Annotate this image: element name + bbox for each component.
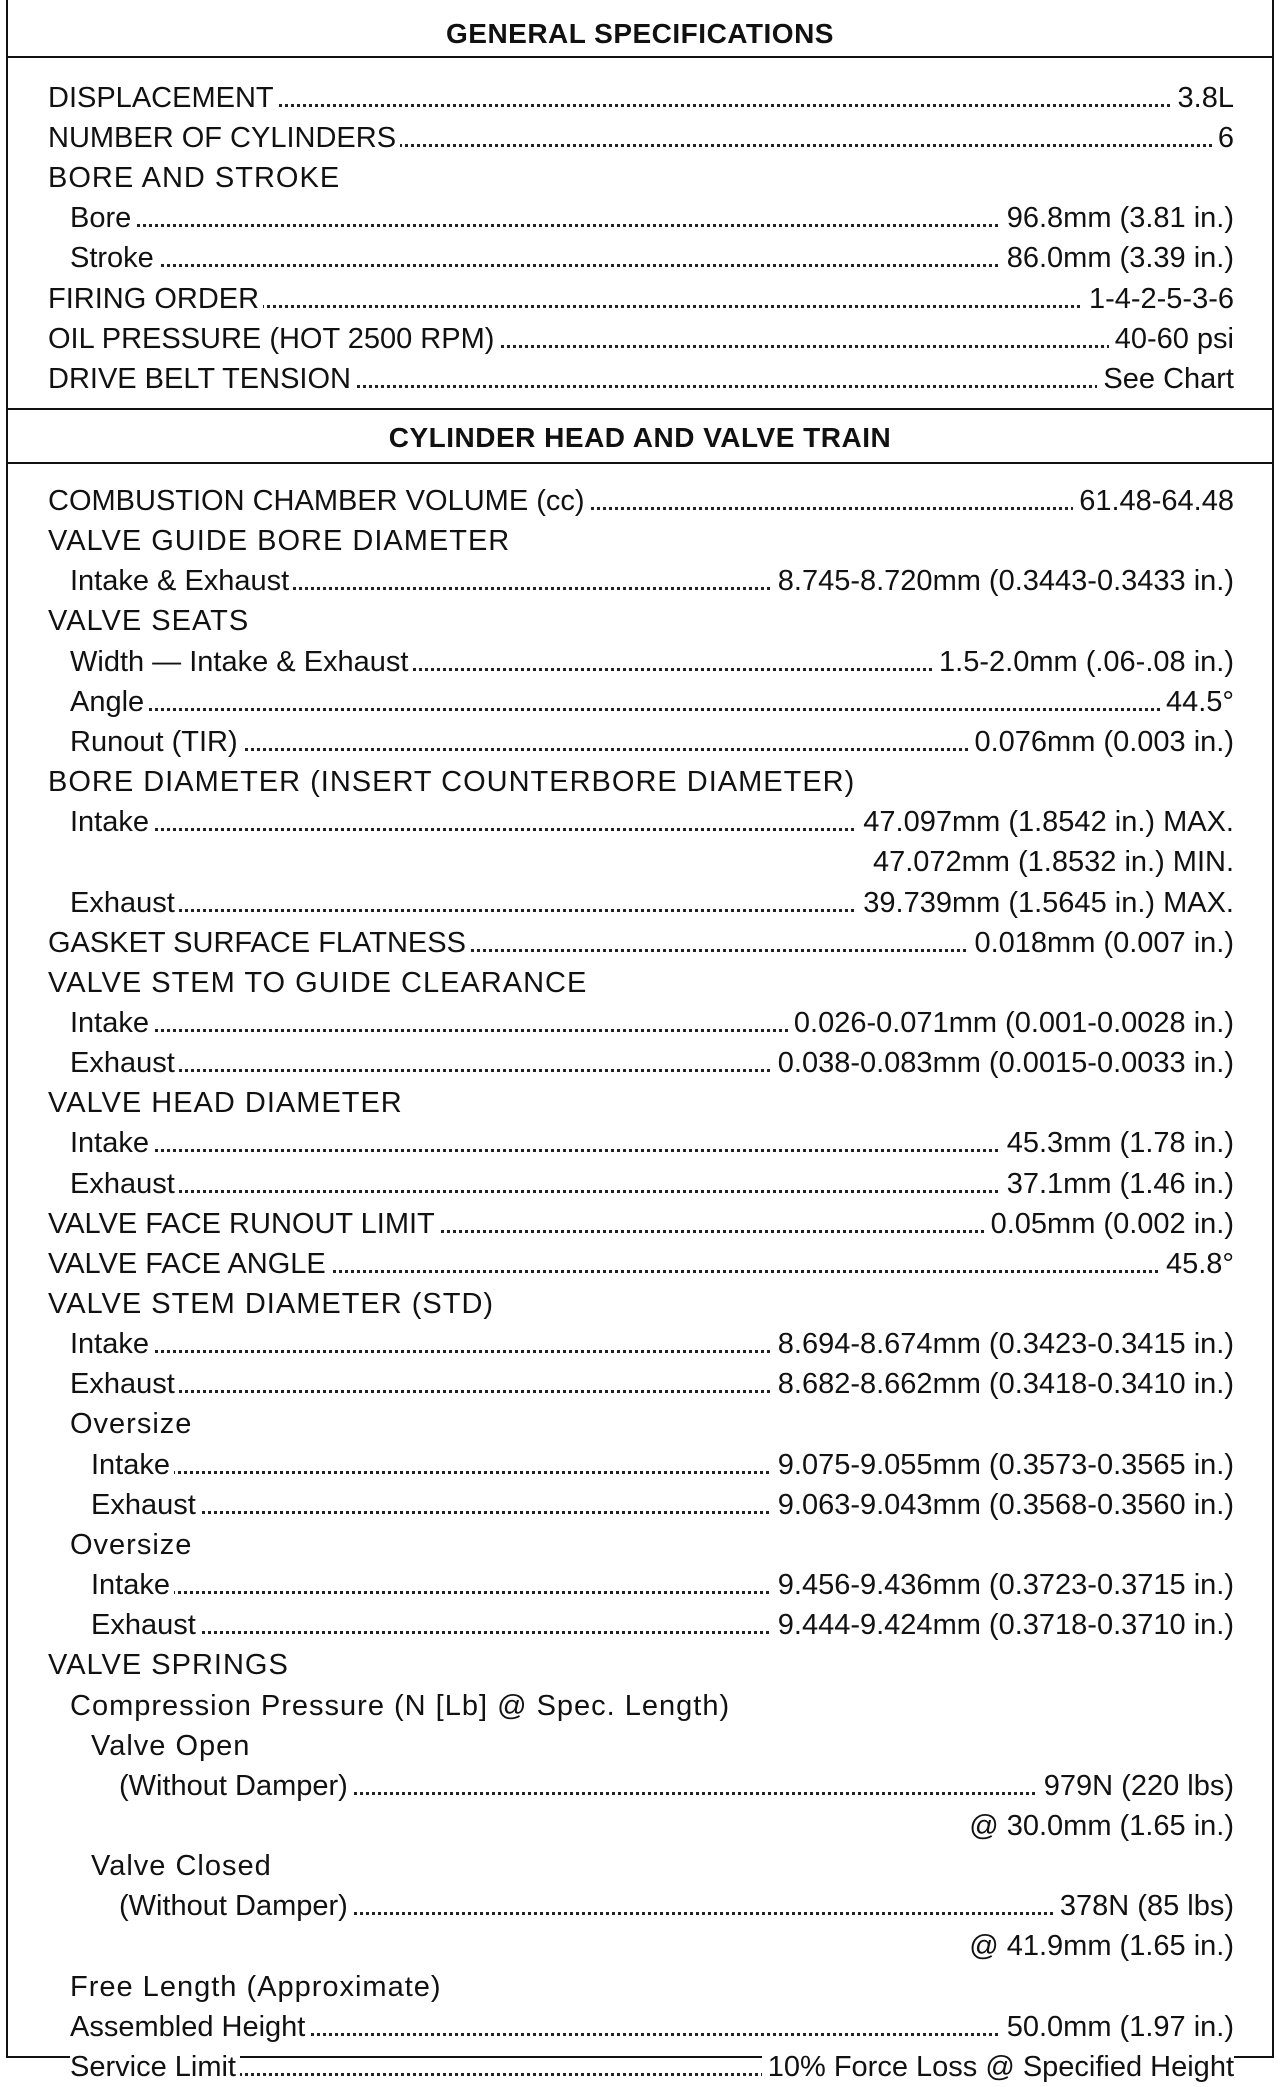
spec-label: Exhaust	[91, 1605, 200, 1645]
spec-row	[0, 2007, 1280, 2047]
spec-value: 0.076mm (0.003 in.)	[968, 722, 1234, 762]
spec-label: Stroke	[70, 238, 158, 278]
spec-row	[0, 601, 1280, 641]
spec-row	[0, 1846, 1280, 1886]
spec-value: 0.026-0.071mm (0.001-0.0028 in.)	[788, 1003, 1234, 1043]
spec-label: Exhaust	[70, 1364, 179, 1404]
spec-row	[0, 78, 1280, 118]
spec-value: 96.8mm (3.81 in.)	[1001, 198, 1234, 238]
spec-row	[0, 1766, 1280, 1806]
spec-label: Intake	[91, 1565, 174, 1605]
spec-row	[0, 2047, 1280, 2087]
spec-label: Assembled Height	[70, 2007, 309, 2047]
spec-label: VALVE FACE RUNOUT LIMIT	[48, 1204, 439, 1244]
spec-value: 9.444-9.424mm (0.3718-0.3710 in.)	[772, 1605, 1234, 1645]
spec-value: 61.48-64.48	[1073, 481, 1234, 521]
spec-label: GASKET SURFACE FLATNESS	[48, 923, 470, 963]
spec-value: 0.038-0.083mm (0.0015-0.0033 in.)	[772, 1043, 1234, 1083]
spec-row	[0, 279, 1280, 319]
spec-value: 3.8L	[1172, 78, 1234, 118]
spec-label: Runout (TIR)	[70, 722, 242, 762]
spec-row	[0, 1485, 1280, 1525]
spec-label: Exhaust	[70, 883, 179, 923]
spec-value: See Chart	[1097, 359, 1234, 399]
spec-label: Compression Pressure (N [Lb] @ Spec. Length)	[70, 1686, 734, 1726]
spec-row	[0, 1204, 1280, 1244]
spec-label: DISPLACEMENT	[48, 78, 278, 118]
spec-row	[0, 1806, 1280, 1846]
table-rule	[6, 462, 1274, 464]
section-title: CYLINDER HEAD AND VALVE TRAIN	[388, 422, 892, 453]
spec-label: VALVE SEATS	[48, 601, 253, 641]
spec-label: Intake & Exhaust	[70, 561, 293, 601]
spec-row	[0, 963, 1280, 1003]
spec-row	[0, 1043, 1280, 1083]
spec-label: Angle	[70, 682, 148, 722]
spec-row	[0, 481, 1280, 521]
spec-value: 50.0mm (1.97 in.)	[1001, 2007, 1234, 2047]
spec-label: Width — Intake & Exhaust	[70, 642, 412, 682]
spec-label: Valve Closed	[91, 1846, 276, 1886]
spec-label: (Without Damper)	[119, 1886, 352, 1926]
spec-label: Service Limit	[70, 2047, 240, 2087]
spec-label: (Without Damper)	[119, 1766, 352, 1806]
spec-row	[0, 1726, 1280, 1766]
spec-value: 10% Force Loss @ Specified Height	[762, 2047, 1234, 2087]
spec-row	[0, 842, 1280, 882]
spec-label: VALVE STEM TO GUIDE CLEARANCE	[48, 963, 591, 1003]
spec-label: Free Length (Approximate)	[70, 1967, 446, 2007]
spec-row	[0, 1083, 1280, 1123]
spec-value: 8.682-8.662mm (0.3418-0.3410 in.)	[772, 1364, 1234, 1404]
spec-label: Intake	[91, 1445, 174, 1485]
spec-label: Exhaust	[70, 1043, 179, 1083]
spec-value: 8.694-8.674mm (0.3423-0.3415 in.)	[772, 1324, 1234, 1364]
spec-value: 0.05mm (0.002 in.)	[985, 1204, 1234, 1244]
spec-label: BORE AND STROKE	[48, 158, 344, 198]
spec-row	[0, 158, 1280, 198]
spec-value: @ 41.9mm (1.65 in.)	[963, 1926, 1234, 1966]
spec-row	[0, 722, 1280, 762]
spec-label: VALVE SPRINGS	[48, 1645, 293, 1685]
spec-value: 1.5-2.0mm (.06-.08 in.)	[933, 642, 1234, 682]
spec-label: NUMBER OF CYLINDERS	[48, 118, 400, 158]
spec-row	[0, 319, 1280, 359]
spec-label: VALVE HEAD DIAMETER	[48, 1083, 407, 1123]
spec-value: 47.072mm (1.8532 in.) MIN.	[867, 842, 1234, 882]
spec-value: 47.097mm (1.8542 in.) MAX.	[857, 802, 1234, 842]
spec-row	[0, 238, 1280, 278]
spec-value: 378N (85 lbs)	[1054, 1886, 1234, 1926]
leader-dots	[78, 708, 1232, 711]
spec-value: 8.745-8.720mm (0.3443-0.3433 in.)	[772, 561, 1234, 601]
spec-row	[0, 1605, 1280, 1645]
spec-label: BORE DIAMETER (INSERT COUNTERBORE DIAMETER)	[48, 762, 859, 802]
spec-row	[0, 1645, 1280, 1685]
spec-row	[0, 1926, 1280, 1966]
spec-row	[0, 1525, 1280, 1565]
spec-label: DRIVE BELT TENSION	[48, 359, 355, 399]
spec-value: 979N (220 lbs)	[1038, 1766, 1234, 1806]
spec-label: Oversize	[70, 1404, 196, 1444]
section-title: GENERAL SPECIFICATIONS	[445, 18, 834, 49]
spec-row	[0, 682, 1280, 722]
spec-label: Intake	[70, 1123, 153, 1163]
spec-value: 9.075-9.055mm (0.3573-0.3565 in.)	[772, 1445, 1234, 1485]
spec-row	[0, 802, 1280, 842]
spec-value: @ 30.0mm (1.65 in.)	[963, 1806, 1234, 1846]
spec-row	[0, 1364, 1280, 1404]
spec-row	[0, 762, 1280, 802]
spec-value: 0.018mm (0.007 in.)	[968, 923, 1234, 963]
spec-row	[0, 1404, 1280, 1444]
spec-row	[0, 1244, 1280, 1284]
spec-row	[0, 923, 1280, 963]
spec-value: 86.0mm (3.39 in.)	[1001, 238, 1234, 278]
spec-label: Intake	[70, 1003, 153, 1043]
spec-label: FIRING ORDER	[48, 279, 263, 319]
spec-value: 9.063-9.043mm (0.3568-0.3560 in.)	[772, 1485, 1234, 1525]
spec-label: VALVE GUIDE BORE DIAMETER	[48, 521, 514, 561]
spec-label: Bore	[70, 198, 135, 238]
spec-row	[0, 198, 1280, 238]
spec-label: Intake	[70, 1324, 153, 1364]
spec-row	[0, 1565, 1280, 1605]
spec-label: OIL PRESSURE (HOT 2500 RPM)	[48, 319, 498, 359]
spec-row	[0, 1164, 1280, 1204]
spec-row	[0, 1003, 1280, 1043]
spec-value: 45.3mm (1.78 in.)	[1001, 1123, 1234, 1163]
spec-label: Intake	[70, 802, 153, 842]
spec-row	[0, 642, 1280, 682]
spec-row	[0, 1445, 1280, 1485]
spec-row	[0, 118, 1280, 158]
spec-label: Valve Open	[91, 1726, 254, 1766]
spec-value: 37.1mm (1.46 in.)	[1001, 1164, 1234, 1204]
spec-label: VALVE STEM DIAMETER (STD)	[48, 1284, 498, 1324]
spec-label: COMBUSTION CHAMBER VOLUME (cc)	[48, 481, 589, 521]
spec-row	[0, 1967, 1280, 2007]
spec-value: 9.456-9.436mm (0.3723-0.3715 in.)	[772, 1565, 1234, 1605]
spec-row	[0, 883, 1280, 923]
spec-value: 40-60 psi	[1109, 319, 1234, 359]
spec-row	[0, 1324, 1280, 1364]
table-rule	[6, 56, 1274, 58]
spec-row	[0, 1284, 1280, 1324]
spec-label: Exhaust	[70, 1164, 179, 1204]
spec-value: 45.8°	[1160, 1244, 1234, 1284]
spec-row	[0, 1886, 1280, 1926]
spec-label: Oversize	[70, 1525, 196, 1565]
spec-row	[0, 359, 1280, 399]
spec-row	[0, 1123, 1280, 1163]
spec-row	[0, 521, 1280, 561]
spec-label: VALVE FACE ANGLE	[48, 1244, 330, 1284]
spec-row	[0, 1686, 1280, 1726]
spec-value: 44.5°	[1160, 682, 1234, 722]
spec-value: 6	[1212, 118, 1234, 158]
spec-value: 39.739mm (1.5645 in.) MAX.	[857, 883, 1234, 923]
spec-row	[0, 561, 1280, 601]
spec-label: Exhaust	[91, 1485, 200, 1525]
table-rule	[6, 408, 1274, 410]
spec-value: 1-4-2-5-3-6	[1083, 279, 1234, 319]
